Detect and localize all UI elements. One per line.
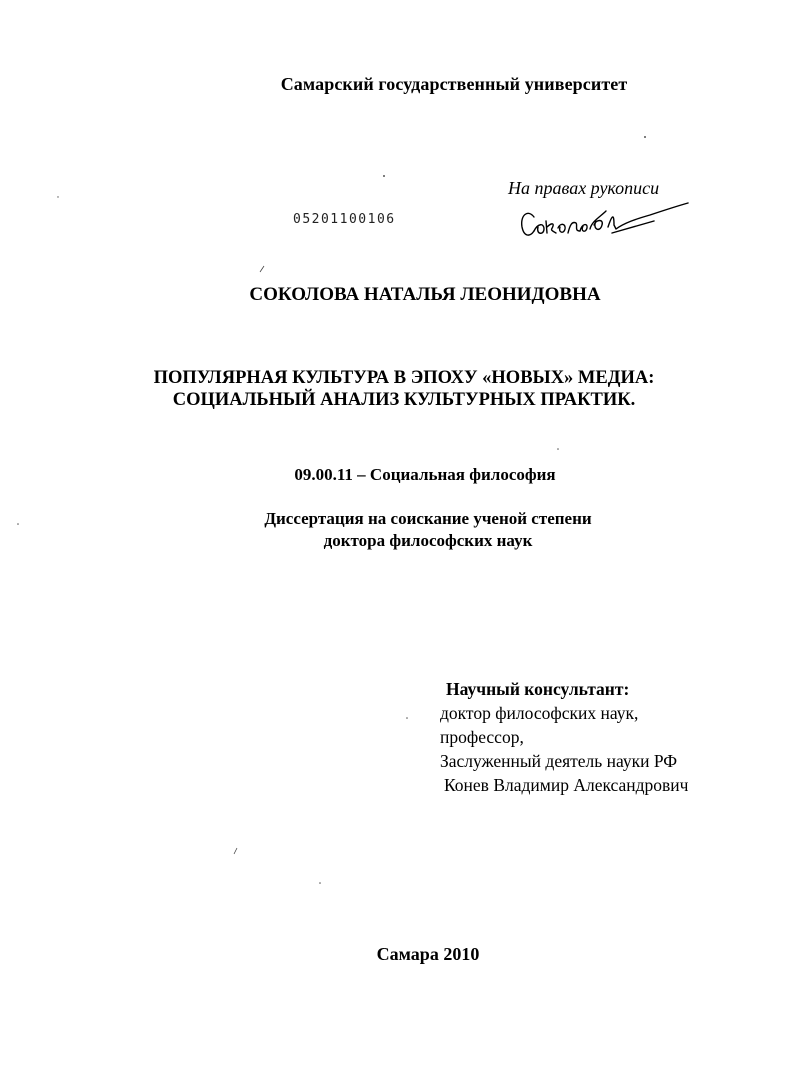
advisor-degree: доктор философских наук,	[440, 703, 639, 723]
advisor-title: Заслуженный деятель науки РФ	[440, 751, 678, 771]
title-line-2: СОЦИАЛЬНЫЙ АНАЛИЗ КУЛЬТУРНЫХ ПРАКТИК.	[172, 390, 636, 410]
title-line-1: ПОПУЛЯРНАЯ КУЛЬТУРА В ЭПОХУ «НОВЫХ» МЕДИА:	[153, 368, 655, 388]
degree-statement	[0, 508, 793, 552]
dissertation-title	[0, 367, 793, 411]
handwritten-signature	[516, 195, 691, 245]
university-name: Самарский государственный университет	[280, 74, 628, 94]
advisor-heading: Научный консультант:	[446, 679, 630, 699]
document-code: 05201100106	[293, 212, 396, 227]
rights-note: На правах рукописи	[508, 178, 660, 198]
city-year: Самара 2010	[376, 944, 480, 964]
scientific-advisor	[440, 677, 688, 797]
advisor-name: Конев Владимир Александрович	[444, 775, 689, 795]
author-name: СОКОЛОВА НАТАЛЬЯ ЛЕОНИДОВНА	[249, 284, 601, 305]
specialty-code: 09.00.11 – Социальная философия	[294, 465, 556, 484]
advisor-rank: профессор,	[440, 727, 524, 747]
degree-line-2: доктора философских наук	[323, 531, 533, 550]
degree-line-1: Диссертация на соискание ученой степени	[264, 509, 592, 528]
